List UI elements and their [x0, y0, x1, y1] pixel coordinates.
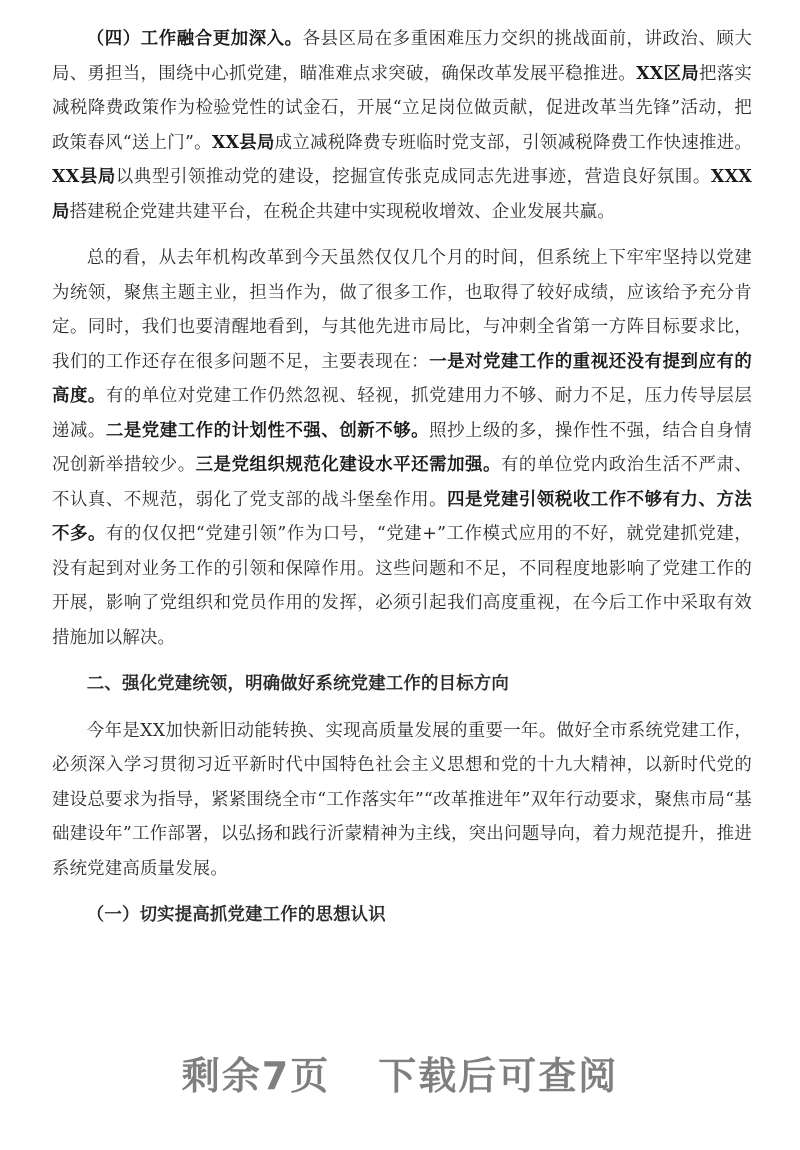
bold-run: 三是党组织规范化建设水平还需加强。 — [195, 455, 501, 475]
text-run: 以典型引领推动党的建设，挖掘宣传张克成同志先进事迹，营造良好氛围。 — [115, 167, 711, 187]
text-run: 有的单位党内政治生活不严肃、不认真、不规范，弱化了党支部的战斗堡垒作用。 — [52, 455, 752, 510]
text-run: 成立减税降费专班临时党支部，引领减税降费工作快速推进。 — [274, 132, 752, 153]
bold-run: 二是党建工作的计划性不强、创新不够。 — [105, 420, 430, 441]
remaining-pages-text: 剩余7页 — [181, 1054, 331, 1098]
text-run: 照抄上级的多，操作性不强，结合自身情况创新举措较少。 — [52, 420, 752, 475]
paragraph-summary-problems — [52, 241, 752, 655]
document-page — [52, 22, 752, 933]
paragraph-work-integration — [52, 22, 752, 229]
bold-run: （四）工作融合更加深入。 — [86, 29, 303, 49]
text-run: 总的看，从去年机构改革到今天虽然仅仅几个月的时间，但系统上下牢牢坚持以党建为统领，聚焦主题主业，担当作为，做了很多工作，也取得了较好成绩，应该给予充分肯定。同时，我们也要清醒地看到，与其他先进市局比，与冲刺全省第一方阵目标要求比，我们的工作还存在很多问题不足，主要表现在： — [52, 248, 752, 372]
bold-run: XXX局 — [52, 167, 752, 222]
bold-run: 一是对党建工作的重视还没有提到应有的高度。 — [52, 351, 753, 406]
remaining-pages-banner[interactable] — [0, 1045, 800, 1100]
text-run: 搭建税企党建共建平台，在税企共建中实现税收增效、企业发展共赢。 — [69, 201, 615, 222]
subsection-heading-1: （一）切实提高抓党建工作的思想认识 — [86, 905, 386, 925]
bold-run: XX县局 — [52, 167, 116, 187]
text-run: 有的仅仅把“党建引领”作为口号，“党建+”工作模式应用的不好，就党建抓党建，没有起到对业务工作的引领和保障作用。这些问题和不足，不同程度地影响了党建工作的开展，影响了党组织和党员作用的发挥，必须引起我们高度重视，在今后工作中采取有效措施加以解决。 — [52, 524, 752, 648]
download-to-view-text: 下载后可查阅 — [378, 1054, 619, 1098]
text-run: 有的单位对党建工作仍然忽视、轻视，抓党建用力不够、耐力不足，压力传导层层递减。 — [52, 386, 752, 441]
text-run: 把落实减税降费政策作为检验党性的试金石，开展“立足岗位做贡献，促进改革当先锋”活动，把政策春风“送上门”。 — [52, 63, 752, 153]
bold-run: XX区局 — [636, 63, 699, 84]
bold-run: XX县局 — [211, 132, 275, 153]
paragraph-goal-direction: 今年是XX加快新旧动能转换、实现高质量发展的重要一年。做好全市系统党建工作，必须深入学习贯彻习近平新时代中国特色社会主义思想和党的十九大精神，以新时代党的建设总要求为指导，紧紧围绕全市“工作落实年”“改革推进年”双年行动要求，聚焦市局“基础建设年”工作部署，以弘扬和践行沂蒙精神为主线，突出问题导向，着力规范提升，推进系统党建高质量发展。 — [52, 720, 752, 879]
section-heading-2: 二、强化党建统领，明确做好系统党建工作的目标方向 — [86, 674, 509, 694]
bold-run: 四是党建引领税收工作不够有力、方法不多。 — [52, 489, 752, 544]
text-run: 各县区局在多重困难压力交织的挑战面前，讲政治、顾大局、勇担当，围绕中心抓党建，瞄准难点求突破，确保改革发展平稳推进。 — [52, 29, 752, 84]
